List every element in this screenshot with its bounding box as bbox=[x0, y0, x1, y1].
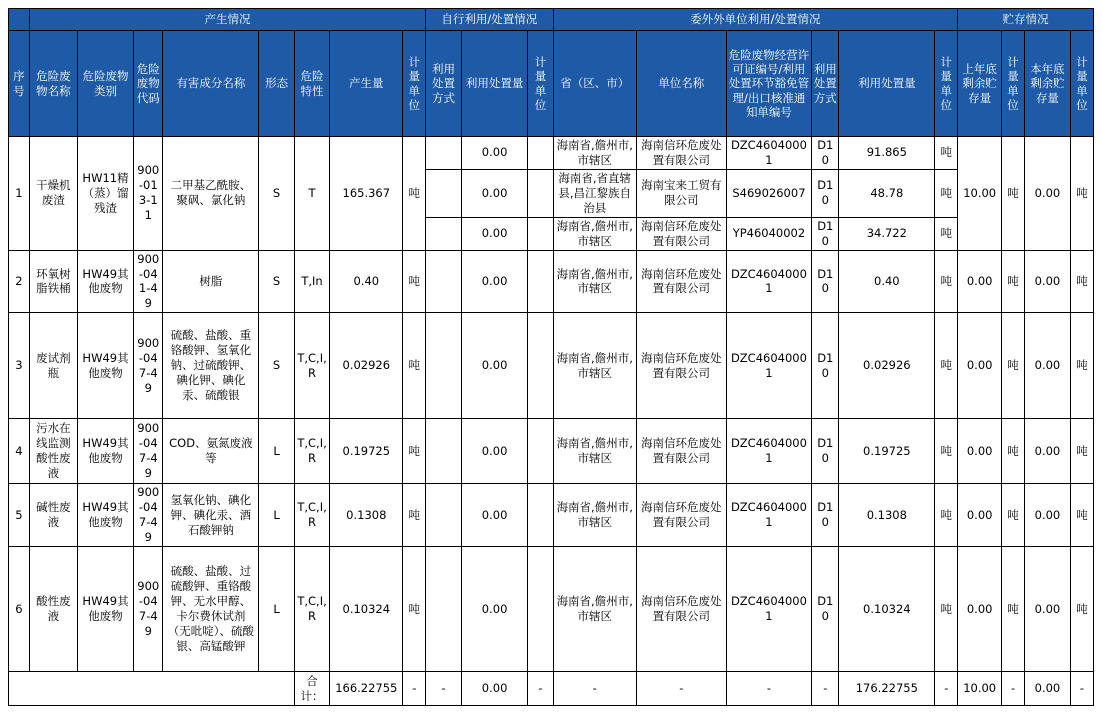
cell-self-unit bbox=[528, 217, 553, 250]
cell-license-no: DZC46040001 bbox=[726, 250, 812, 313]
cell-unit: 吨 bbox=[403, 313, 426, 419]
column-header-row bbox=[9, 31, 1094, 137]
cell-waste-code: 900-041-49 bbox=[134, 250, 163, 313]
cell-self-amount: 0.00 bbox=[461, 484, 528, 547]
cell-out-method: D10 bbox=[812, 484, 839, 547]
cell-generated-amount: 165.367 bbox=[330, 137, 403, 251]
corner-cell bbox=[9, 9, 30, 31]
cell-out-method: D10 bbox=[812, 169, 839, 217]
cell-hazardous-components: 二甲基乙酰胺、聚砜、氯化钠 bbox=[163, 137, 259, 251]
cell-this-year-storage: 0.00 bbox=[1025, 484, 1071, 547]
cell-out-unit: 吨 bbox=[935, 313, 958, 419]
col-self-method: 利用处置方式 bbox=[426, 31, 461, 137]
cell-seq: 1 bbox=[9, 137, 30, 251]
cell-out-amount: 0.02926 bbox=[839, 313, 935, 419]
cell-waste-category: HW11精（蒸）馏残渣 bbox=[77, 137, 133, 251]
col-out-unit: 计量单位 bbox=[935, 31, 958, 137]
cell-hazard-property: T,C,I,R bbox=[294, 313, 329, 419]
cell-seq: 4 bbox=[9, 419, 30, 484]
cell-hazard-property: T,In bbox=[294, 250, 329, 313]
cell-self-method bbox=[426, 137, 461, 170]
totals-method: - bbox=[812, 672, 839, 706]
cell-out-amount: 0.1308 bbox=[839, 484, 935, 547]
col-waste-category: 危险废物类别 bbox=[77, 31, 133, 137]
col-out-method: 利用处置方式 bbox=[812, 31, 839, 137]
col-waste-code: 危险废物代码 bbox=[134, 31, 163, 137]
cell-storage-unit-1: 吨 bbox=[1002, 313, 1025, 419]
cell-form: S bbox=[259, 313, 294, 419]
cell-hazardous-components: COD、氨氮废液等 bbox=[163, 419, 259, 484]
totals-self-method: - bbox=[426, 672, 461, 706]
table-row bbox=[9, 419, 1094, 484]
cell-out-amount: 48.78 bbox=[839, 169, 935, 217]
cell-form: S bbox=[259, 250, 294, 313]
cell-province: 海南省,儋州市,市辖区 bbox=[553, 137, 636, 170]
cell-unit: 吨 bbox=[403, 484, 426, 547]
group-production: 产生情况 bbox=[29, 9, 425, 31]
totals-last-year-storage: 10.00 bbox=[958, 672, 1002, 706]
cell-generated-amount: 0.19725 bbox=[330, 419, 403, 484]
cell-self-unit bbox=[528, 137, 553, 170]
cell-waste-category: HW49其他废物 bbox=[77, 547, 133, 672]
cell-self-amount: 0.00 bbox=[461, 169, 528, 217]
cell-waste-category: HW49其他废物 bbox=[77, 419, 133, 484]
cell-last-year-storage: 0.00 bbox=[958, 484, 1002, 547]
cell-province: 海南省,儋州市,市辖区 bbox=[553, 313, 636, 419]
cell-company-name: 海南宝来工贸有限公司 bbox=[636, 169, 726, 217]
cell-last-year-storage: 0.00 bbox=[958, 313, 1002, 419]
cell-waste-code: 900-047-49 bbox=[134, 313, 163, 419]
cell-self-method bbox=[426, 250, 461, 313]
cell-province: 海南省,儋州市,市辖区 bbox=[553, 419, 636, 484]
cell-hazardous-components: 硫酸、盐酸、过硫酸钾、重铬酸钾、无水甲醇、卡尔费休试剂（无吡啶）、硫酸银、高锰酸钾 bbox=[163, 547, 259, 672]
cell-company-name: 海南信环危废处置有限公司 bbox=[636, 484, 726, 547]
cell-province: 海南省,儋州市,市辖区 bbox=[553, 250, 636, 313]
cell-waste-name: 酸性废液 bbox=[29, 547, 77, 672]
cell-form: L bbox=[259, 419, 294, 484]
group-header-row bbox=[9, 9, 1094, 31]
cell-out-unit: 吨 bbox=[935, 169, 958, 217]
cell-out-amount: 0.10324 bbox=[839, 547, 935, 672]
cell-company-name: 海南信环危废处置有限公司 bbox=[636, 217, 726, 250]
totals-self-unit: - bbox=[528, 672, 553, 706]
col-seq: 序号 bbox=[9, 31, 30, 137]
col-province: 省（区、市） bbox=[553, 31, 636, 137]
cell-hazard-property: T,C,I,R bbox=[294, 547, 329, 672]
cell-waste-code: 900-047-49 bbox=[134, 419, 163, 484]
group-storage: 贮存情况 bbox=[958, 9, 1094, 31]
cell-storage-unit-2: 吨 bbox=[1070, 547, 1093, 672]
cell-generated-amount: 0.40 bbox=[330, 250, 403, 313]
cell-generated-amount: 0.10324 bbox=[330, 547, 403, 672]
cell-out-amount: 91.865 bbox=[839, 137, 935, 170]
cell-self-amount: 0.00 bbox=[461, 313, 528, 419]
cell-company-name: 海南信环危废处置有限公司 bbox=[636, 313, 726, 419]
cell-this-year-storage: 0.00 bbox=[1025, 419, 1071, 484]
col-self-amount: 利用处置量 bbox=[461, 31, 528, 137]
totals-row bbox=[9, 672, 1094, 706]
cell-out-unit: 吨 bbox=[935, 217, 958, 250]
cell-storage-unit-1: 吨 bbox=[1002, 547, 1025, 672]
totals-province: - bbox=[553, 672, 636, 706]
cell-out-unit: 吨 bbox=[935, 137, 958, 170]
cell-license-no: DZC46040001 bbox=[726, 313, 812, 419]
hazardous-waste-report-table bbox=[8, 8, 1094, 706]
cell-self-unit bbox=[528, 313, 553, 419]
cell-waste-name: 污水在线监测酸性废液 bbox=[29, 419, 77, 484]
cell-this-year-storage: 0.00 bbox=[1025, 250, 1071, 313]
cell-form: L bbox=[259, 484, 294, 547]
cell-unit: 吨 bbox=[403, 419, 426, 484]
cell-hazardous-components: 硫酸、盐酸、重铬酸钾、氢氧化钠、过硫酸钾、碘化钾、碘化汞、硫酸银 bbox=[163, 313, 259, 419]
totals-storage-unit-2: - bbox=[1070, 672, 1093, 706]
cell-self-unit bbox=[528, 484, 553, 547]
cell-out-amount: 0.40 bbox=[839, 250, 935, 313]
table-row bbox=[9, 137, 1094, 170]
col-license-no: 危险废物经营许可证编号/利用处置环节豁免管理/出口核准通知单编号 bbox=[726, 31, 812, 137]
table-row bbox=[9, 484, 1094, 547]
cell-waste-name: 干燥机废渣 bbox=[29, 137, 77, 251]
cell-hazard-property: T bbox=[294, 137, 329, 251]
cell-waste-category: HW49其他废物 bbox=[77, 484, 133, 547]
cell-out-method: D10 bbox=[812, 419, 839, 484]
totals-company: - bbox=[636, 672, 726, 706]
col-storage-unit-1: 计量单位 bbox=[1002, 31, 1025, 137]
cell-self-method bbox=[426, 169, 461, 217]
cell-waste-code: 900-047-49 bbox=[134, 484, 163, 547]
cell-form: L bbox=[259, 547, 294, 672]
cell-this-year-storage: 0.00 bbox=[1025, 313, 1071, 419]
cell-self-unit bbox=[528, 419, 553, 484]
cell-hazard-property: T,C,I,R bbox=[294, 484, 329, 547]
cell-province: 海南省,儋州市,市辖区 bbox=[553, 547, 636, 672]
cell-unit: 吨 bbox=[403, 137, 426, 251]
group-self-use: 自行利用/处置情况 bbox=[426, 9, 553, 31]
cell-province: 海南省,儋州市,市辖区 bbox=[553, 217, 636, 250]
cell-out-method: D10 bbox=[812, 547, 839, 672]
col-unit: 计量单位 bbox=[403, 31, 426, 137]
cell-waste-name: 环氧树脂铁桶 bbox=[29, 250, 77, 313]
cell-hazardous-components: 树脂 bbox=[163, 250, 259, 313]
cell-waste-code: 900-013-11 bbox=[134, 137, 163, 251]
totals-label: 合计： bbox=[294, 672, 329, 706]
cell-out-unit: 吨 bbox=[935, 250, 958, 313]
cell-out-unit: 吨 bbox=[935, 547, 958, 672]
col-hazard-property: 危险特性 bbox=[294, 31, 329, 137]
col-hazardous-components: 有害成分名称 bbox=[163, 31, 259, 137]
cell-form: S bbox=[259, 137, 294, 251]
cell-last-year-storage: 0.00 bbox=[958, 547, 1002, 672]
cell-storage-unit-1: 吨 bbox=[1002, 137, 1025, 251]
cell-license-no: S469026007 bbox=[726, 169, 812, 217]
cell-company-name: 海南信环危废处置有限公司 bbox=[636, 137, 726, 170]
totals-generated-amount: 166.22755 bbox=[330, 672, 403, 706]
cell-unit: 吨 bbox=[403, 547, 426, 672]
cell-self-method bbox=[426, 547, 461, 672]
totals-unit: - bbox=[403, 672, 426, 706]
cell-this-year-storage: 0.00 bbox=[1025, 547, 1071, 672]
cell-this-year-storage: 0.00 bbox=[1025, 137, 1071, 251]
cell-out-method: D10 bbox=[812, 313, 839, 419]
cell-storage-unit-2: 吨 bbox=[1070, 313, 1093, 419]
cell-storage-unit-1: 吨 bbox=[1002, 250, 1025, 313]
col-self-unit: 计量单位 bbox=[528, 31, 553, 137]
cell-self-unit bbox=[528, 250, 553, 313]
cell-out-method: D10 bbox=[812, 250, 839, 313]
totals-license: - bbox=[726, 672, 812, 706]
cell-storage-unit-2: 吨 bbox=[1070, 250, 1093, 313]
cell-company-name: 海南信环危废处置有限公司 bbox=[636, 250, 726, 313]
col-out-amount: 利用处置量 bbox=[839, 31, 935, 137]
col-waste-name: 危险废物名称 bbox=[29, 31, 77, 137]
cell-self-amount: 0.00 bbox=[461, 419, 528, 484]
cell-last-year-storage: 10.00 bbox=[958, 137, 1002, 251]
cell-self-unit bbox=[528, 547, 553, 672]
cell-waste-category: HW49其他废物 bbox=[77, 313, 133, 419]
cell-license-no: DZC46040001 bbox=[726, 547, 812, 672]
cell-province: 海南省,儋州市,市辖区 bbox=[553, 484, 636, 547]
cell-waste-name: 碱性废液 bbox=[29, 484, 77, 547]
totals-self-amount: 0.00 bbox=[461, 672, 528, 706]
cell-waste-name: 废试剂瓶 bbox=[29, 313, 77, 419]
totals-this-year-storage: 0.00 bbox=[1025, 672, 1071, 706]
col-generated-amount: 产生量 bbox=[330, 31, 403, 137]
cell-company-name: 海南信环危废处置有限公司 bbox=[636, 547, 726, 672]
cell-waste-code: 900-047-49 bbox=[134, 547, 163, 672]
cell-self-method bbox=[426, 419, 461, 484]
cell-storage-unit-2: 吨 bbox=[1070, 137, 1093, 251]
cell-seq: 3 bbox=[9, 313, 30, 419]
cell-generated-amount: 0.02926 bbox=[330, 313, 403, 419]
cell-self-amount: 0.00 bbox=[461, 547, 528, 672]
cell-seq: 2 bbox=[9, 250, 30, 313]
cell-last-year-storage: 0.00 bbox=[958, 419, 1002, 484]
col-last-year-storage: 上年底剩余贮存量 bbox=[958, 31, 1002, 137]
cell-self-method bbox=[426, 313, 461, 419]
cell-seq: 6 bbox=[9, 547, 30, 672]
cell-company-name: 海南信环危废处置有限公司 bbox=[636, 419, 726, 484]
table-row bbox=[9, 313, 1094, 419]
cell-storage-unit-2: 吨 bbox=[1070, 484, 1093, 547]
col-form: 形态 bbox=[259, 31, 294, 137]
cell-storage-unit-2: 吨 bbox=[1070, 419, 1093, 484]
cell-hazard-property: T,C,I,R bbox=[294, 419, 329, 484]
cell-out-method: D10 bbox=[812, 217, 839, 250]
cell-generated-amount: 0.1308 bbox=[330, 484, 403, 547]
totals-out-amount: 176.22755 bbox=[839, 672, 935, 706]
cell-license-no: DZC46040001 bbox=[726, 137, 812, 170]
cell-license-no: DZC46040001 bbox=[726, 484, 812, 547]
col-company-name: 单位名称 bbox=[636, 31, 726, 137]
cell-out-amount: 34.722 bbox=[839, 217, 935, 250]
totals-out-unit: - bbox=[935, 672, 958, 706]
group-outsourced: 委外外单位利用/处置情况 bbox=[553, 9, 958, 31]
cell-self-unit bbox=[528, 169, 553, 217]
cell-last-year-storage: 0.00 bbox=[958, 250, 1002, 313]
cell-out-unit: 吨 bbox=[935, 484, 958, 547]
col-storage-unit-2: 计量单位 bbox=[1070, 31, 1093, 137]
table-row bbox=[9, 250, 1094, 313]
cell-storage-unit-1: 吨 bbox=[1002, 484, 1025, 547]
cell-self-method bbox=[426, 217, 461, 250]
cell-out-unit: 吨 bbox=[935, 419, 958, 484]
cell-self-amount: 0.00 bbox=[461, 137, 528, 170]
cell-self-amount: 0.00 bbox=[461, 217, 528, 250]
cell-out-amount: 0.19725 bbox=[839, 419, 935, 484]
cell-storage-unit-1: 吨 bbox=[1002, 419, 1025, 484]
cell-hazardous-components: 氢氧化钠、碘化钾、碘化汞、酒石酸钾钠 bbox=[163, 484, 259, 547]
totals-spacer bbox=[9, 672, 295, 706]
cell-unit: 吨 bbox=[403, 250, 426, 313]
cell-license-no: YP46040002 bbox=[726, 217, 812, 250]
cell-province: 海南省,省直辖县,昌江黎族自治县 bbox=[553, 169, 636, 217]
cell-waste-category: HW49其他废物 bbox=[77, 250, 133, 313]
totals-storage-unit-1: - bbox=[1002, 672, 1025, 706]
col-this-year-storage: 本年底剩余贮存量 bbox=[1025, 31, 1071, 137]
cell-out-method: D10 bbox=[812, 137, 839, 170]
cell-seq: 5 bbox=[9, 484, 30, 547]
cell-license-no: DZC46040001 bbox=[726, 419, 812, 484]
table-row bbox=[9, 547, 1094, 672]
cell-self-amount: 0.00 bbox=[461, 250, 528, 313]
cell-self-method bbox=[426, 484, 461, 547]
